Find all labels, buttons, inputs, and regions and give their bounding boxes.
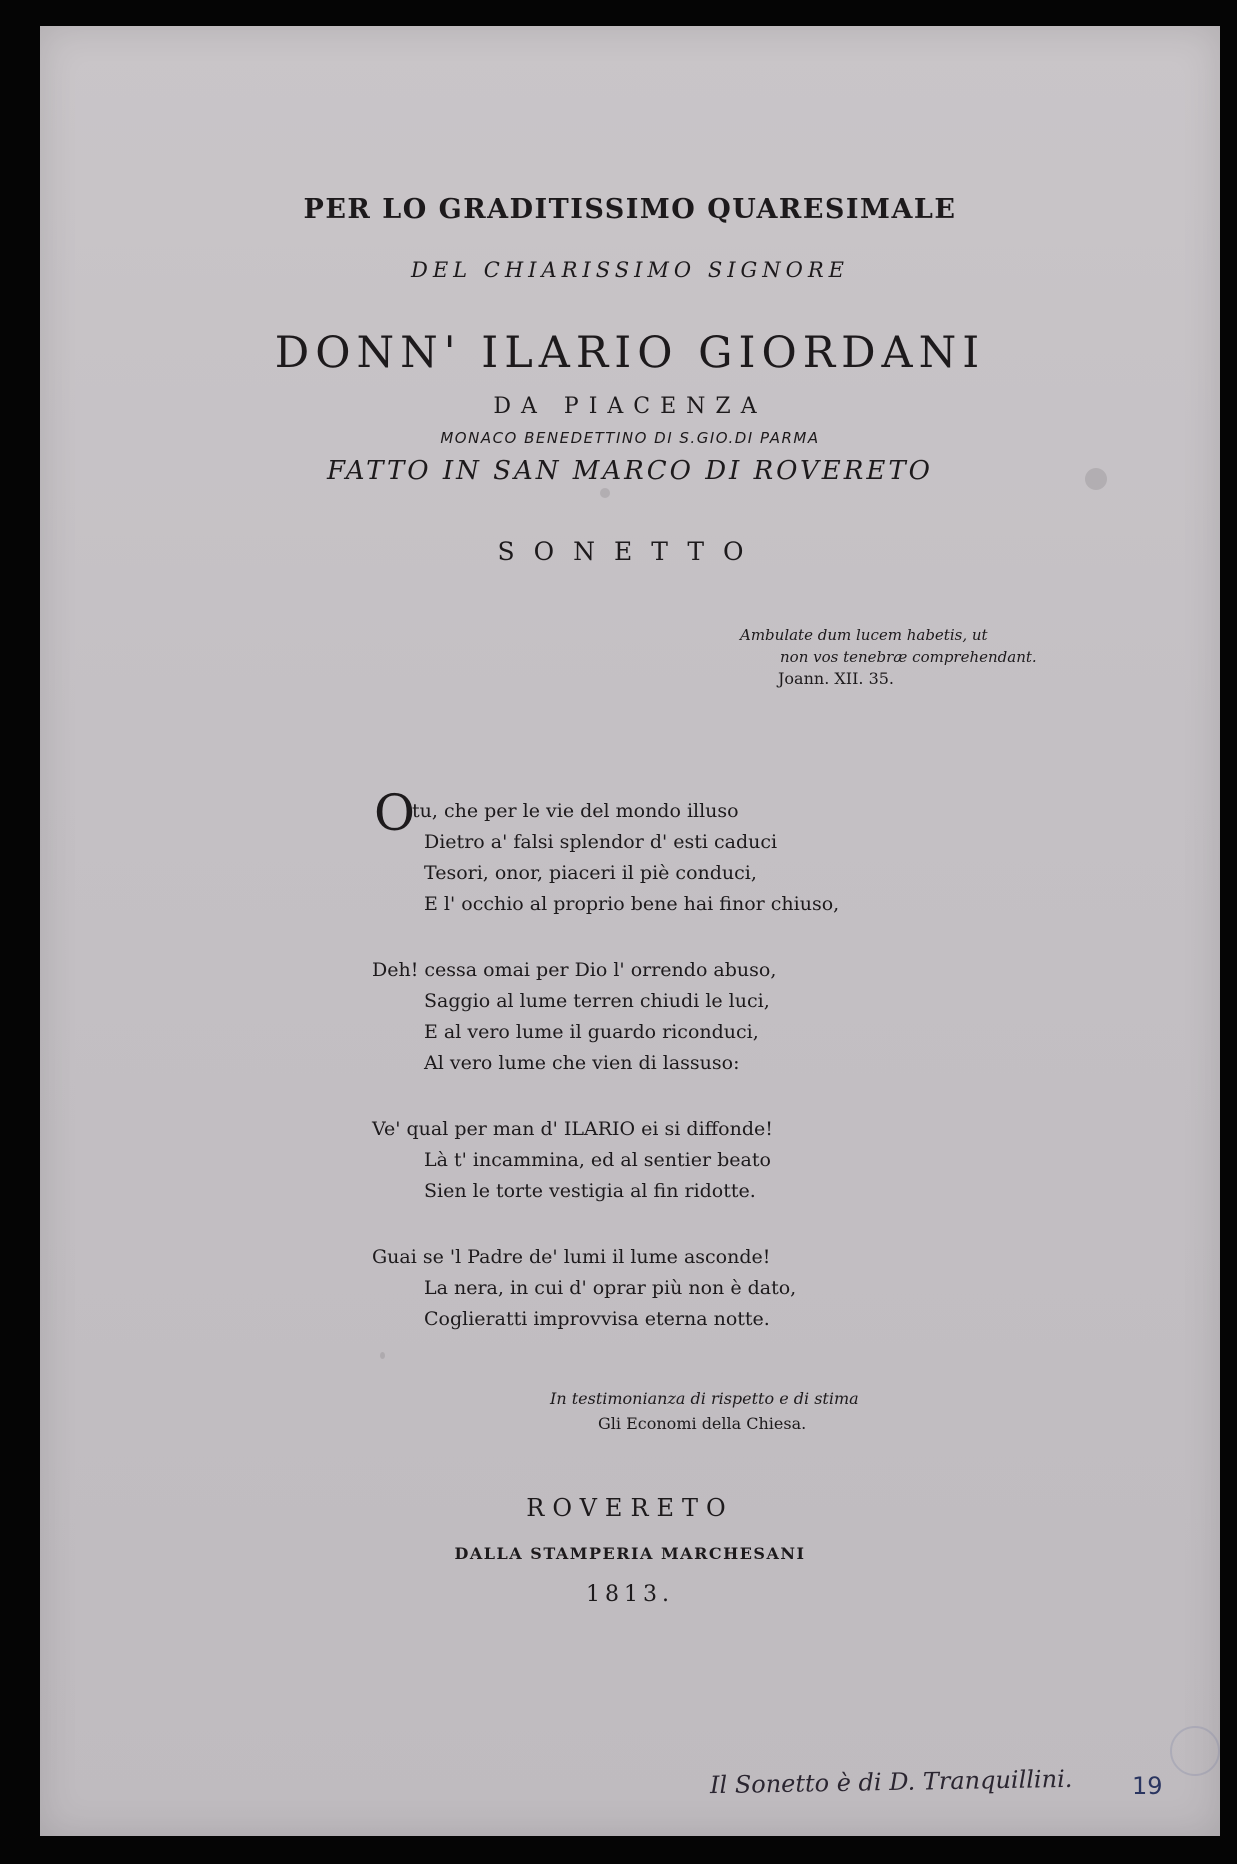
stanza [372,1114,932,1207]
preacher-order: MONACO BENEDETTINO DI S.GIO.DI PARMA [440,429,820,447]
paper-stain [600,488,610,498]
verse-line: La nera, in cui d' oprar più non è dato, [424,1277,797,1299]
stanza [372,1242,932,1335]
verse-line: Saggio al lume terren chiudi le luci, [424,990,770,1012]
genre-heading: SONETTO [497,537,763,566]
imprint-printer: DALLA STAMPERIA MARCHESANI [454,1544,806,1563]
sermon-place: FATTO IN SAN MARCO DI ROVERETO [326,456,933,486]
stanza [372,955,932,1079]
verse-line: E al vero lume il guardo riconduci, [424,1021,759,1043]
folio-number: 19 [1132,1772,1163,1800]
dedication-line: In testimonianza di rispetto e di stima [550,1389,859,1408]
preacher-name: DONN' ILARIO GIORDANI [274,328,986,378]
verse-line: Tesori, onor, piaceri il piè conduci, [424,862,757,884]
imprint-city: ROVERETO [526,1494,734,1522]
imprint-year: 1813. [586,1582,674,1607]
verse-line: Ve' qual per man d' ILARIO ei si diffonde! [372,1118,773,1140]
verse-line: Là t' incammina, ed al sentier beato [424,1149,771,1171]
verse-line: Sien le torte vestigia al fin ridotte. [424,1180,756,1202]
title-line-1: PER LO GRADITISSIMO QUARESIMALE [303,194,957,225]
epigraph-reference: Joann. XII. 35. [778,669,895,688]
drop-cap: O [374,784,415,842]
printed-sheet [40,26,1220,1836]
verse-line: Dietro a' falsi splendor d' esti caduci [424,831,778,853]
verse-line: Deh! cessa omai per Dio l' orrendo abuso, [372,959,777,981]
verse-line: E l' occhio al proprio bene hai finor chiuso, [424,893,840,915]
verse-line: tu, che per le vie del mondo illuso [412,800,739,822]
handwritten-note: Il Sonetto è di D. Tranquillini. [709,1764,1073,1800]
epigraph [740,624,1120,690]
dedication [550,1386,1050,1436]
preacher-origin: DA PIACENZA [493,394,767,419]
sonnet [372,784,932,1370]
verse-line: Guai se 'l Padre de' lumi il lume asconde! [372,1246,771,1268]
epigraph-line: Ambulate dum lucem habetis, ut [740,626,988,644]
epigraph-line: non vos tenebræ comprehendant. [780,648,1037,666]
stanza [372,784,932,920]
title-line-2: DEL CHIARISSIMO SIGNORE [410,258,850,282]
library-stamp [1170,1726,1220,1776]
verse-line: Al vero lume che vien di lassuso: [424,1052,740,1074]
verse-line: Coglieratti improvvisa eterna notte. [424,1308,770,1330]
dedication-signers: Gli Economi della Chiesa. [598,1414,807,1433]
